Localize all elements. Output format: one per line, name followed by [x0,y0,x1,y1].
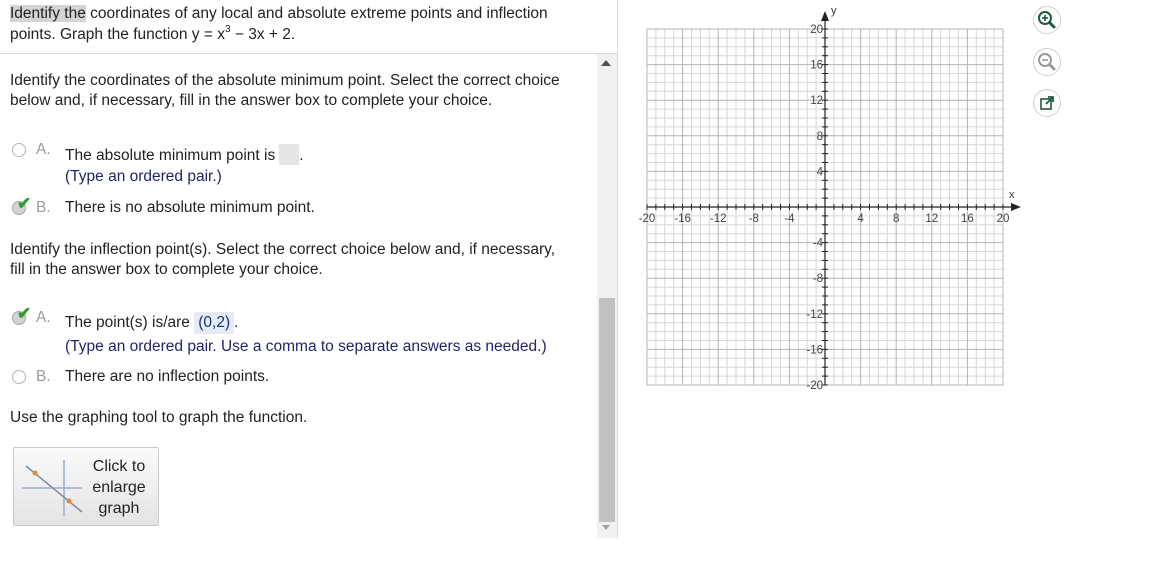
option-letter: B. [36,199,51,216]
external-link-icon [1034,90,1060,116]
inflection-prompt-line-2: fill in the answer box to complete your choice. [10,261,323,278]
x-tick-label: 4 [857,213,864,225]
function-suffix: − 3x + 2. [230,26,296,43]
x-axis-arrow-icon [1011,203,1021,211]
x-tick-label: -8 [748,213,759,225]
enlarge-graph-label [86,456,152,519]
check-icon: ✔ [17,304,32,323]
zoom-out-button[interactable] [1033,48,1061,76]
min-prompt-line-1: Identify the coordinates of the absolute minimum point. Select the correct choice [10,72,560,89]
y-tick-label: -8 [812,273,823,286]
enlarge-line-3: graph [98,500,140,517]
x-tick-label: -16 [674,213,691,225]
function-exponent: 3 [224,24,231,35]
scroll-thumb[interactable] [599,298,615,522]
option-a-label: The point(s) is/are [65,314,190,331]
enlarge-line-2: enlarge [92,479,146,496]
x-tick-label: 20 [996,213,1010,225]
y-tick-label: 16 [810,59,823,72]
panel-scrollbar[interactable] [597,54,617,538]
inflection-prompt-line-1: Identify the inflection point(s). Select the correct choice below and, if necessary, [10,241,556,258]
x-tick-labels [639,213,1010,225]
zoom-in-icon [1034,7,1060,33]
y-tick-label: -16 [806,344,823,357]
panel-divider [617,0,618,538]
period: . [234,314,239,331]
function-prefix: points. Graph the function y = x [10,26,225,43]
enlarge-line-1: Click to [92,458,146,475]
zoom-out-icon [1034,49,1060,75]
y-tick-label: 8 [816,130,823,143]
open-external-button[interactable] [1033,89,1061,117]
scroll-down-arrow-icon[interactable] [602,525,610,530]
graphing-area[interactable] [630,0,1030,395]
min-option-a-hint: (Type an ordered pair.) [65,168,222,185]
y-tick-label: 12 [810,95,823,108]
x-tick-label: 12 [925,213,939,225]
graph-instruction: Use the graphing tool to graph the function. [10,409,308,426]
option-a-label: The absolute minimum point is [65,147,276,164]
graph-thumbnail-icon [20,456,84,518]
question-header [0,0,617,54]
question-line-1 [10,4,548,24]
option-text [65,144,304,166]
inflection-option-b-radio[interactable] [12,370,26,384]
scroll-up-arrow-icon[interactable] [601,60,611,66]
option-letter: A. [36,309,51,326]
inflection-option-a-hint: (Type an ordered pair. Use a comma to separate answers as needed.) [65,338,547,355]
y-tick-labels [806,24,823,392]
x-axis-label: x [1009,189,1015,201]
question-line-2 [10,25,295,45]
x-tick-label: -4 [784,213,795,225]
y-axis-arrow-icon [821,11,829,21]
min-prompt-line-2: below and, if necessary, fill in the answer box to complete your choice. [10,92,493,109]
question-text: coordinates of any local and absolute extreme points and inflection [85,5,548,22]
period: . [299,147,304,164]
y-tick-label: -20 [806,380,823,392]
option-letter: A. [36,141,51,158]
zoom-in-button[interactable] [1033,6,1061,34]
y-tick-label: 4 [816,166,823,179]
y-axis-label: y [831,5,837,17]
highlighted-text: Identify the [10,5,86,22]
y-tick-label: -12 [806,308,823,321]
x-tick-label: -20 [638,213,656,225]
min-option-a-radio[interactable] [12,143,26,157]
x-tick-label: -12 [709,213,727,225]
x-tick-label: 8 [892,213,900,225]
option-text: There is no absolute minimum point. [65,199,315,216]
y-tick-label: -4 [812,237,823,250]
inflection-answer-box[interactable]: (0,2) [194,312,234,334]
x-tick-label: 16 [961,213,974,225]
y-tick-label: 20 [810,24,823,36]
option-text [65,312,238,334]
min-answer-box[interactable] [279,144,299,165]
option-text: There are no inflection points. [65,368,270,385]
enlarge-graph-button[interactable] [13,447,159,526]
check-icon: ✔ [17,194,32,213]
option-letter: B. [36,368,51,385]
